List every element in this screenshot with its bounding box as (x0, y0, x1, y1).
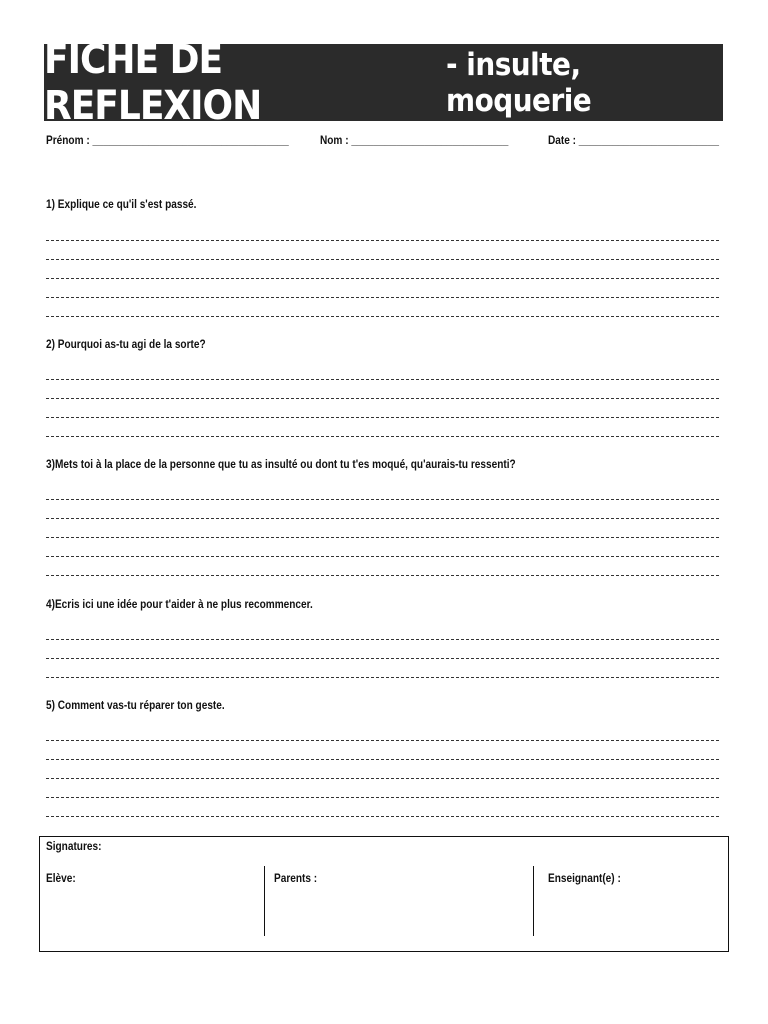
signature-divider (264, 866, 265, 936)
answer-line[interactable] (46, 677, 719, 678)
answer-line[interactable] (46, 816, 719, 817)
page-title: FICHE DE REFLEXION (44, 36, 262, 129)
answer-line[interactable] (46, 759, 719, 760)
signature-divider (533, 866, 534, 936)
answer-line[interactable] (46, 278, 719, 279)
answer-line[interactable] (46, 379, 719, 380)
question-3: 3)Mets toi à la place de la personne que tu as insulté ou dont tu t'es moqué, qu'aurais-tu ressenti? (46, 457, 516, 471)
signature-parents[interactable]: Parents : (274, 871, 318, 885)
signatures-title: Signatures: (46, 839, 102, 853)
page-title-banner (44, 36, 723, 129)
answer-line[interactable] (46, 417, 719, 418)
answer-line[interactable] (46, 240, 719, 241)
answer-line[interactable] (46, 316, 719, 317)
answer-line[interactable] (46, 740, 719, 741)
question-1: 1) Explique ce qu'il s'est passé. (46, 197, 197, 211)
date-field[interactable]: Date : _________________________ (548, 133, 719, 147)
page-subtitle: - insulte, moquerie (446, 46, 592, 119)
answer-line[interactable] (46, 797, 719, 798)
answer-line[interactable] (46, 778, 719, 779)
answer-line[interactable] (46, 537, 719, 538)
signature-enseignant[interactable]: Enseignant(e) : (548, 871, 621, 885)
answer-line[interactable] (46, 499, 719, 500)
question-5: 5) Comment vas-tu réparer ton geste. (46, 698, 225, 712)
signature-eleve[interactable]: Elève: (46, 871, 76, 885)
prenom-field[interactable]: Prénom : ___________________________________ (46, 133, 289, 147)
question-4: 4)Ecris ici une idée pour t'aider à ne plus recommencer. (46, 597, 313, 611)
answer-line[interactable] (46, 297, 719, 298)
answer-line[interactable] (46, 436, 719, 437)
signatures-box (39, 836, 729, 952)
answer-line[interactable] (46, 398, 719, 399)
answer-line[interactable] (46, 556, 719, 557)
answer-line[interactable] (46, 259, 719, 260)
answer-line[interactable] (46, 639, 719, 640)
nom-field[interactable]: Nom : ____________________________ (320, 133, 509, 147)
answer-line[interactable] (46, 658, 719, 659)
answer-line[interactable] (46, 575, 719, 576)
answer-line[interactable] (46, 518, 719, 519)
question-2: 2) Pourquoi as-tu agi de la sorte? (46, 337, 206, 351)
